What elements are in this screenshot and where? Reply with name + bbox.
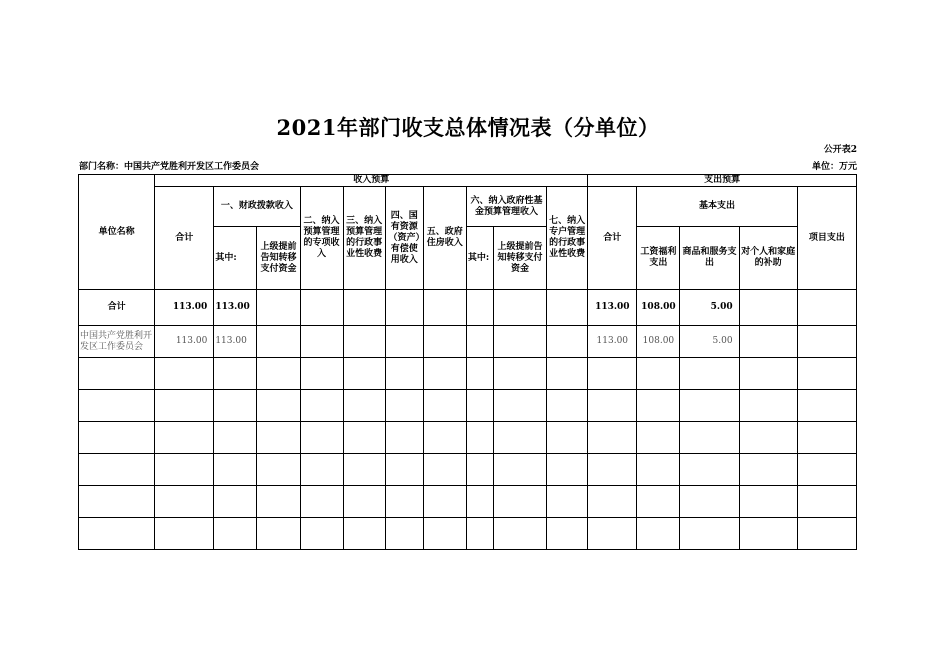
form-number: 公开表2 bbox=[823, 145, 857, 155]
table-row bbox=[79, 326, 857, 358]
header-fund: 六、纳入政府性基金预算管理收入 bbox=[466, 187, 546, 227]
row-unit-fiscal: 113.00 bbox=[214, 326, 257, 358]
unit-label: 单位：万元 bbox=[811, 162, 857, 172]
header-admin-fee: 三、纳入预算管理的行政事业性收费 bbox=[343, 187, 385, 290]
row-total-income: 113.00 bbox=[155, 290, 214, 326]
header-project: 项目支出 bbox=[797, 187, 856, 290]
header-expense-budget: 支出预算 bbox=[588, 175, 857, 187]
header-income-total: 合计 bbox=[155, 187, 214, 290]
table-row-empty bbox=[79, 454, 857, 486]
header-unit-name: 单位名称 bbox=[79, 175, 155, 290]
header-basic-expense: 基本支出 bbox=[637, 187, 797, 227]
header-fiscal: 一、财政拨款收入 bbox=[214, 187, 300, 227]
header-expense-total: 合计 bbox=[588, 187, 637, 290]
header-special-acct: 七、纳入专户管理的行政事业性收费 bbox=[547, 187, 588, 290]
header-personal: 对个人和家庭的补助 bbox=[739, 227, 797, 290]
department-label: 部门名称：中国共产党胜利开发区工作委员会 bbox=[79, 162, 260, 172]
row-unit-name: 中国共产党胜利开发区工作委员会 bbox=[79, 326, 155, 358]
table-row-empty bbox=[79, 422, 857, 454]
table-row-empty bbox=[79, 358, 857, 390]
budget-table bbox=[78, 174, 857, 550]
header-state-assets: 四、国有资源（资产）有偿使用收入 bbox=[385, 187, 423, 290]
header-fund-transfer: 上级提前告知转移支付资金 bbox=[493, 227, 546, 290]
row-unit-salary: 108.00 bbox=[637, 326, 680, 358]
header-fiscal-transfer: 上级提前告知转移支付资金 bbox=[257, 227, 300, 290]
header-govt-housing: 五、政府住房收入 bbox=[423, 187, 466, 290]
page-title: 2021年部门收支总体情况表（分单位） bbox=[276, 115, 660, 140]
row-unit-expense: 113.00 bbox=[588, 326, 637, 358]
table-row-total bbox=[79, 290, 857, 326]
row-total-expense: 113.00 bbox=[588, 290, 637, 326]
row-unit-goods: 5.00 bbox=[680, 326, 739, 358]
table-row-empty bbox=[79, 486, 857, 518]
table-row-empty bbox=[79, 390, 857, 422]
row-unit-income: 113.00 bbox=[155, 326, 214, 358]
row-total-salary: 108.00 bbox=[637, 290, 680, 326]
header-fund-of-which: 其中: bbox=[466, 227, 493, 290]
header-income-budget: 收入预算 bbox=[155, 175, 588, 187]
row-total-name: 合计 bbox=[79, 290, 155, 326]
table-row-empty bbox=[79, 518, 857, 550]
header-budget-mgmt: 二、纳入预算管理的专项收入 bbox=[300, 187, 343, 290]
header-goods: 商品和服务支出 bbox=[680, 227, 739, 290]
row-total-fiscal: 113.00 bbox=[214, 290, 257, 326]
header-salary: 工资福利支出 bbox=[637, 227, 680, 290]
row-total-goods: 5.00 bbox=[680, 290, 739, 326]
header-fiscal-of-which: 其中: bbox=[214, 227, 257, 290]
